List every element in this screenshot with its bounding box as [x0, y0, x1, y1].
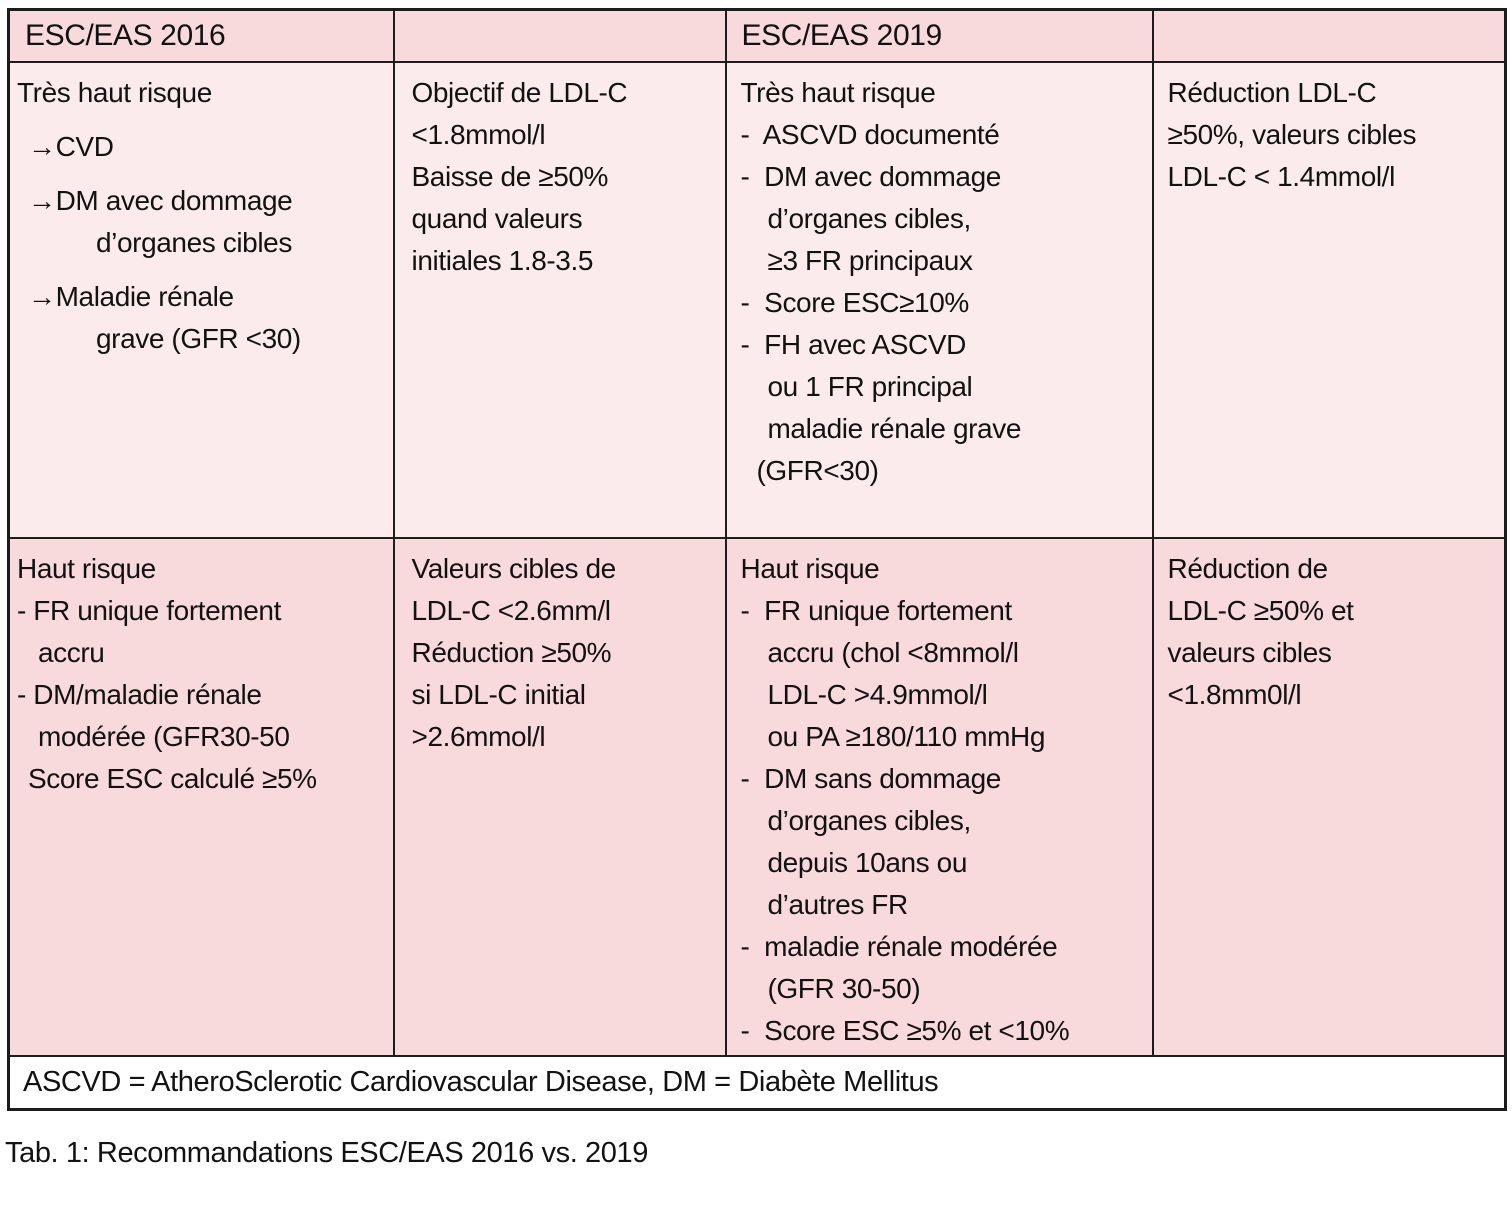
- text-line: →CVD: [28, 130, 114, 162]
- text-line: Très haut risque: [740, 76, 936, 108]
- high-risk-row: [9, 538, 1506, 1056]
- header-row: [9, 10, 1506, 62]
- text-line: →Maladie rénale: [28, 280, 234, 312]
- text-line: - FH avec ASCVD: [740, 328, 966, 360]
- text-line: - DM sans dommage: [740, 762, 1001, 794]
- abbreviations-footnote: ASCVD = AtheroSclerotic Cardiovascular Disease, DM = Diabète Mellitus: [9, 1056, 1506, 1110]
- text-line: maladie rénale grave: [767, 412, 1021, 444]
- text-line: LDL-C >4.9mmol/l: [767, 678, 988, 710]
- text-line: Valeurs cibles de: [411, 552, 616, 584]
- text-line: d’organes cibles: [96, 226, 292, 258]
- text-line: ≥50%, valeurs cibles: [1167, 118, 1417, 150]
- text-line: grave (GFR <30): [96, 322, 301, 354]
- text-line: (GFR<30): [756, 454, 879, 486]
- text-line: LDL-C < 1.4mmol/l: [1167, 160, 1395, 192]
- text-line: modérée (GFR30-50: [38, 720, 290, 752]
- text-line: Réduction ≥50%: [411, 636, 612, 668]
- text-line: >2.6mmol/l: [411, 720, 546, 752]
- cell-2016-very-high-risk: [9, 62, 394, 538]
- text-line: LDL-C ≥50% et: [1167, 594, 1354, 626]
- header-esc-eas-2016: ESC/EAS 2016: [9, 10, 394, 62]
- text-line: valeurs cibles: [1167, 636, 1332, 668]
- text-line: - FR unique fortement: [17, 594, 281, 626]
- table-caption: Tab. 1: Recommandations ESC/EAS 2016 vs. 2019: [5, 1137, 648, 1169]
- text-line: accru: [38, 636, 105, 668]
- text-line: d’organes cibles,: [767, 202, 971, 234]
- text-line: - Score ESC ≥5% et <10%: [740, 1014, 1070, 1046]
- text-line: d’autres FR: [767, 888, 908, 920]
- text-line: si LDL-C initial: [411, 678, 586, 710]
- text-line: ≥3 FR principaux: [767, 244, 973, 276]
- text-line: depuis 10ans ou: [767, 846, 968, 878]
- text-line: - DM avec dommage: [740, 160, 1001, 192]
- cell-2019-high-risk-target: [1153, 538, 1506, 1056]
- text-line: (GFR 30-50): [767, 972, 921, 1004]
- text-line: Score ESC calculé ≥5%: [28, 762, 317, 794]
- text-line: - Score ESC≥10%: [740, 286, 969, 318]
- text-line: Baisse de ≥50%: [411, 160, 609, 192]
- text-line: Haut risque: [17, 552, 156, 584]
- text-line: quand valeurs: [411, 202, 583, 234]
- text-line: ou PA ≥180/110 mmHg: [767, 720, 1046, 752]
- text-line: ou 1 FR principal: [767, 370, 973, 402]
- header-esc-eas-2019: ESC/EAS 2019: [726, 10, 1153, 62]
- very-high-risk-row: [9, 62, 1506, 538]
- footnote-row: [9, 1056, 1506, 1110]
- header-empty-2: [1153, 10, 1506, 62]
- cell-2019-high-risk: [726, 538, 1153, 1056]
- text-line: Objectif de LDL-C: [411, 76, 628, 108]
- cell-2019-very-high-risk-target: [1153, 62, 1506, 538]
- text-line: →DM avec dommage: [28, 184, 293, 216]
- cell-2016-high-risk: [9, 538, 394, 1056]
- text-line: Haut risque: [740, 552, 880, 584]
- cell-2019-very-high-risk: [726, 62, 1153, 538]
- text-line: accru (chol <8mmol/l: [767, 636, 1019, 668]
- text-line: Très haut risque: [17, 76, 212, 108]
- header-empty-1: [394, 10, 726, 62]
- comparison-table: [7, 8, 1507, 1111]
- cell-2016-very-high-risk-target: [394, 62, 726, 538]
- text-line: - ASCVD documenté: [740, 118, 1000, 150]
- text-line: d’organes cibles,: [767, 804, 971, 836]
- text-line: <1.8mmol/l: [411, 118, 546, 150]
- text-line: Réduction LDL-C: [1167, 76, 1377, 108]
- text-line: initiales 1.8-3.5: [411, 244, 594, 276]
- text-line: - maladie rénale modérée: [740, 930, 1058, 962]
- cell-2016-high-risk-target: [394, 538, 726, 1056]
- text-line: <1.8mm0l/l: [1167, 678, 1302, 710]
- text-line: Réduction de: [1167, 552, 1328, 584]
- text-line: - FR unique fortement: [740, 594, 1012, 626]
- text-line: LDL-C <2.6mm/l: [411, 594, 611, 626]
- text-line: - DM/maladie rénale: [17, 678, 262, 710]
